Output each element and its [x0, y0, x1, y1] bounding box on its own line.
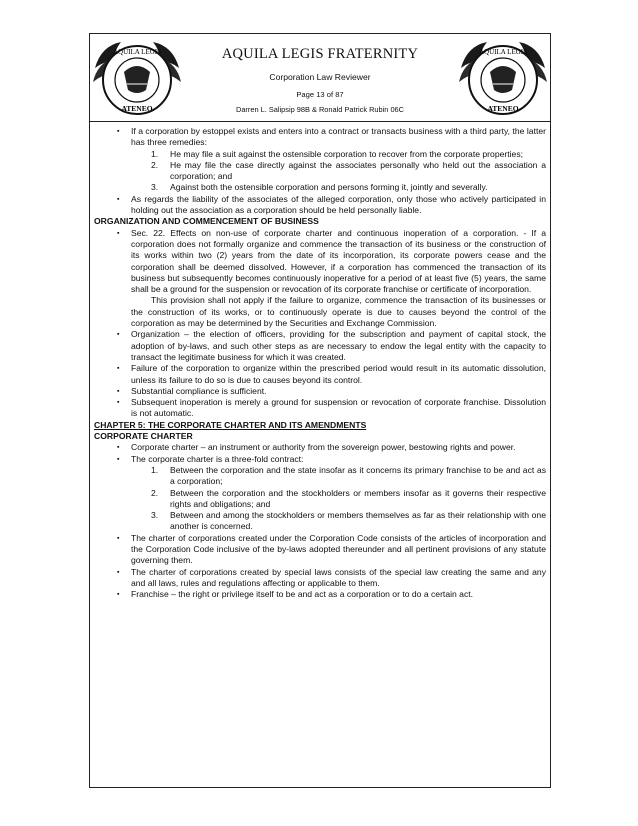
authors-line: Darren L. Salipsip 98B & Ronald Patrick Rubin 06C: [235, 105, 405, 114]
bullet-icon: ▪: [117, 568, 120, 576]
list-item: [94, 363, 546, 386]
paragraph-text: The charter of corporations created under the Corporation Code consists of the articles of incorporation and the Corporation Code inclusive of the by-laws adopted thereunder and all pertinent provisions of any statute governing them.: [131, 532, 546, 566]
bullet-icon: ▪: [117, 365, 120, 373]
item-number: 3.: [151, 510, 159, 521]
eagle-seal-icon: [91, 38, 183, 118]
section-heading: ORGANIZATION AND COMMENCEMENT OF BUSINESS: [94, 216, 319, 227]
item-number: 2.: [151, 159, 159, 170]
list-item: [94, 228, 546, 296]
section-heading: CORPORATE CHARTER: [94, 431, 193, 442]
bullet-icon: ▪: [117, 455, 120, 463]
bullet-icon: ▪: [117, 399, 120, 407]
paragraph-text: Between and among the stockholders or members themselves as far as their relationship with one another is concerned.: [170, 510, 546, 532]
item-number: 3.: [151, 182, 159, 193]
list-item: [94, 454, 546, 465]
list-item: [94, 126, 546, 149]
list-item: [94, 194, 546, 217]
list-item: [94, 589, 546, 600]
list-item: [94, 397, 546, 420]
numbered-item: [94, 488, 546, 511]
bullet-icon: ▪: [117, 195, 120, 203]
paragraph-text: He may file a suit against the ostensible corporation to recover from the corporate properties;: [170, 148, 523, 159]
paragraph-text: Failure of the corporation to organize within the prescribed period would result in its automatic dissolution, unless its failure to do so is due to causes beyond its control.: [131, 363, 546, 385]
seal-text-top: AQUILA LEGIS: [112, 48, 162, 56]
document-body: [94, 126, 546, 600]
numbered-item: [94, 510, 546, 533]
bullet-icon: ▪: [117, 229, 120, 237]
seal-text-bottom: ATENEO: [121, 104, 153, 113]
paragraph-text: Against both the ostensible corporation and persons forming it, jointly and severally.: [170, 182, 488, 193]
page-header: [90, 34, 550, 122]
paragraph-text: Organization – the election of officers, providing for the subscription and payment of capital stock, the adoption of by-laws, and such other steps as are necessary to endow the legal entity with the capacity to transact the legitimate business for which it was created.: [131, 329, 546, 362]
paragraph-text: He may file the case directly against the associates personally who held out the association a corporation; and: [170, 159, 546, 182]
seal-text-top: AQUILA LEGIS: [478, 48, 528, 56]
numbered-item: [94, 465, 546, 488]
numbered-item: [94, 182, 546, 193]
bullet-icon: ▪: [117, 387, 120, 395]
list-item: [94, 329, 546, 363]
list-item: [94, 533, 546, 567]
list-item: [94, 442, 546, 453]
paragraph-text: Between the corporation and the stockholders or members insofar as it governs their respective rights and obligations; and: [170, 487, 546, 509]
list-item: [94, 386, 546, 397]
document-page: [89, 33, 551, 788]
paragraph-text: If a corporation by estoppel exists and enters into a contract or transacts business with a third party, the latter has three remedies:: [131, 126, 546, 148]
paragraph-text: Substantial compliance is sufficient.: [131, 385, 267, 396]
page-number: Page 13 of 87: [296, 90, 344, 99]
chapter-heading: CHAPTER 5: THE CORPORATE CHARTER AND ITS AMENDMENTS: [94, 419, 367, 430]
paragraph-text: Sec. 22. Effects on non-use of corporate charter and continuous inoperation of a corporation. - If a corporation does not formally organize and commence the transaction of its business or the construction of its works within two (2) years from the date of its incorporation, its corporate powers cease and the corporation shall be deemed dissolved. However, if a corporation has commenced the transaction of its business but subsequently becomes continuously inoperative for a period of at least five (5) years, the same shall be a ground for the suspension or revocation of its corporate franchise or certificate of incorporation.: [131, 227, 546, 295]
bullet-icon: ▪: [117, 128, 120, 135]
eagle-seal-icon: [457, 38, 549, 118]
list-item: [94, 567, 546, 590]
paragraph-text: The corporate charter is a three-fold contract:: [131, 453, 304, 464]
paragraph-text: Between the corporation and the state insofar as it concerns its primary franchise to be and act as a corporation;: [170, 464, 546, 487]
numbered-item: [94, 149, 546, 160]
item-number: 1.: [151, 464, 159, 475]
paragraph-text: This provision shall not apply if the failure to organize, commence the transaction of its businesses or the construction of its works, or to continuously operate is due to causes beyond the control of the corporation as may be determined by the Securities and Exchange Commission.: [131, 295, 546, 329]
bullet-icon: ▪: [117, 331, 120, 339]
bullet-icon: ▪: [117, 444, 120, 452]
item-number: 1.: [151, 148, 159, 159]
paragraph-text: The charter of corporations created by special laws consists of the special law creating the same and any and all laws, rules and regulations affecting or applicable to them.: [131, 566, 546, 588]
paragraph-text: Franchise – the right or privilege itself to be and act as a corporation or to do a certain act.: [131, 589, 474, 600]
numbered-item: [94, 160, 546, 183]
bullet-icon: ▪: [117, 591, 120, 599]
bullet-icon: ▪: [117, 534, 120, 542]
paragraph-text: As regards the liability of the associates of the alleged corporation, only those who actively participated in holding out the association as a corporation should be held personally liable.: [131, 193, 546, 216]
document-subtitle: Corporation Law Reviewer: [269, 72, 371, 82]
fraternity-name: AQUILA LEGIS FRATERNITY: [221, 46, 419, 62]
item-number: 2.: [151, 487, 159, 498]
paragraph-text: Subsequent inoperation is merely a ground for suspension or revocation of corporate franchise. Dissolution is not automatic.: [131, 397, 546, 419]
paragraph-text: Corporate charter – an instrument or authority from the sovereign power, bestowing rights and power.: [131, 442, 516, 453]
seal-text-bottom: ATENEO: [487, 104, 519, 113]
